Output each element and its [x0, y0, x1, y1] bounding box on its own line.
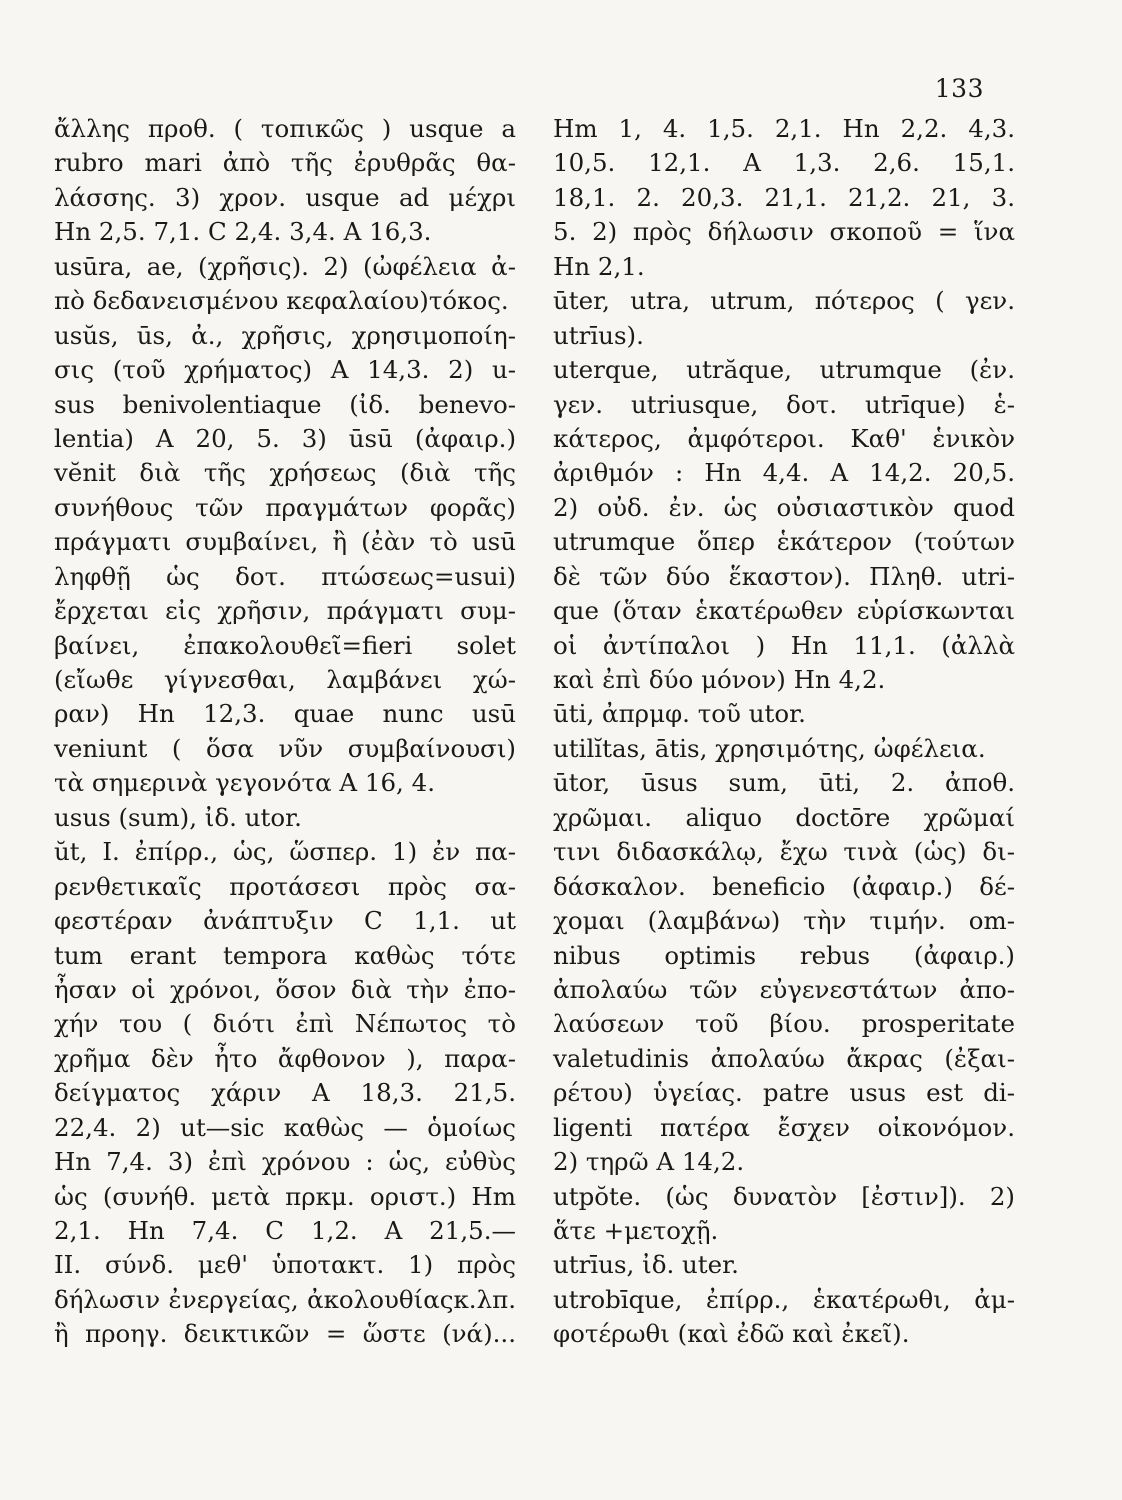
- text-line: λάσσης. 3) χρον. usque ad μέχρι: [54, 182, 516, 212]
- text-line: πὸ δεδανεισμένου κεφαλαίου)τόκος.: [54, 286, 509, 316]
- text-line: 2) τηρῶ A 14,2.: [553, 1147, 745, 1177]
- text-line: tum erant tempora καθὼς τότε: [54, 940, 516, 970]
- left-column: [54, 112, 516, 1352]
- text-line: ὡς (συνήθ. μετὰ πρκμ. οριστ.) Hm: [54, 1181, 516, 1211]
- text-line: δήλωσιν ἐνεργείας, ἀκολουθίαςκ.λπ.: [54, 1284, 516, 1314]
- text-line: utrīus).: [553, 320, 644, 350]
- text-line: ŭt, I. ἐπίρρ., ὡς, ὥσπερ. 1) ἐν πα-: [54, 837, 516, 867]
- text-line: 5. 2) πρὸς δήλωσιν σκοποῦ = ἵνα: [553, 217, 1015, 247]
- text-line: usus (sum), ἰδ. utor.: [54, 802, 302, 832]
- text-line: ἦσαν οἱ χρόνοι, ὅσον διὰ τὴν ἐπο-: [54, 974, 516, 1004]
- text-line: utrīus, ἰδ. uter.: [553, 1250, 739, 1280]
- text-line: καὶ ἐπὶ δύο μόνον) Hn 4,2.: [553, 665, 886, 694]
- text-line: ūti, ἀπρμφ. τοῦ utor.: [553, 699, 806, 729]
- text-line: κάτερος, ἀμφότεροι. Καθ' ἑνικὸν: [553, 423, 1015, 453]
- right-column: [553, 112, 1015, 1352]
- text-line: φοτέρωθι (καὶ ἐδῶ καὶ ἐκεῖ).: [553, 1319, 910, 1349]
- text-line: valetudinis ἀπολαύω ἄκρας (ἐξαι-: [553, 1043, 1015, 1073]
- text-line: χρῆμα δὲν ἦτο ἄφθονον ), παρα-: [54, 1043, 516, 1073]
- text-line: usŭs, ūs, ἀ., χρῆσις, χρησιμοποίη-: [54, 320, 516, 350]
- text-line: ūtor, ūsus sum, ūti, 2. ἀποθ.: [553, 768, 1015, 798]
- text-line: sus benivolentiaque (ἰδ. benevo-: [54, 389, 516, 419]
- text-line: 18,1. 2. 20,3. 21,1. 21,2. 21, 3.: [553, 182, 1015, 212]
- text-line: Hn 7,4. 3) ἐπὶ χρόνου : ὡς, εὐθὺς: [54, 1147, 516, 1177]
- text-line: 22,4. 2) ut—sic καθὼς — ὁμοίως: [54, 1112, 516, 1142]
- text-line: 10,5. 12,1. A 1,3. 2,6. 15,1.: [553, 148, 1015, 178]
- text-line: χομαι (λαμβάνω) τὴν τιμήν. om-: [553, 906, 1015, 936]
- text-line: δείγματος χάριν A 18,3. 21,5.: [54, 1078, 516, 1108]
- text-line: utilĭtas, ātis, χρησιμότης, ὠφέλεια.: [553, 733, 986, 763]
- text-line: τὰ σημερινὰ γεγονότα A 16, 4.: [54, 768, 436, 798]
- page-number: 133: [934, 74, 984, 103]
- text-line: ληφθῇ ὡς δοτ. πτώσεως=usui): [54, 561, 516, 591]
- text-line: ligenti πατέρα ἔσχεν οἰκονόμον.: [553, 1112, 1015, 1142]
- text-line: uterque, utrăque, utrumque (ἐν.: [553, 355, 1015, 385]
- text-line: συνήθους τῶν πραγμάτων φορᾶς): [54, 492, 516, 522]
- text-line: Hm 1, 4. 1,5. 2,1. Hn 2,2. 4,3.: [553, 114, 1015, 143]
- text-line: βαίνει, ἐπακολουθεῖ=fieri solet: [54, 630, 516, 660]
- text-line: οἱ ἀντίπαλοι ) Hn 11,1. (ἀλλὰ: [553, 630, 1015, 660]
- text-line: ρέτου) ὑγείας. patre usus est di-: [553, 1078, 1015, 1108]
- text-line: ρενθετικαῖς προτάσεσι πρὸς σα-: [54, 871, 516, 901]
- text-line: τινι διδασκάλῳ, ἔχω τινὰ (ὡς) δι-: [553, 837, 1015, 867]
- text-line: Hn 2,1.: [553, 251, 645, 281]
- text-line: ūter, utra, utrum, πότερος ( γεν.: [553, 286, 1015, 316]
- text-line: (εἴωθε γίγνεσθαι, λαμβάνει χώ-: [54, 665, 516, 694]
- text-line: δάσκαλον. beneficio (ἀφαιρ.) δέ-: [553, 871, 1015, 901]
- text-line: δὲ τῶν δύο ἕκαστον). Πληθ. utri-: [553, 561, 1015, 591]
- text-line: que (ὅταν ἑκατέρωθεν εὑρίσκωνται: [553, 596, 1015, 626]
- text-line: ἅτε +μετοχῇ.: [553, 1216, 719, 1245]
- text-line: χρῶμαι. aliquo doctōre χρῶμαί: [553, 802, 1015, 832]
- text-line: γεν. utriusque, δοτ. utrīque) ἑ-: [553, 389, 1015, 419]
- text-line: 2,1. Hn 7,4. C 1,2. A 21,5.—: [54, 1216, 516, 1245]
- text-line: rubro mari ἀπὸ τῆς ἐρυθρᾶς θα-: [54, 148, 516, 178]
- text-line: II. σύνδ. μεθ' ὑποτακτ. 1) πρὸς: [54, 1250, 516, 1280]
- text-line: ἔρχεται εἰς χρῆσιν, πράγματι συμ-: [54, 596, 516, 626]
- text-line: usūra, ae, (χρῆσις). 2) (ὠφέλεια ἀ-: [54, 251, 516, 281]
- text-line: λαύσεων τοῦ βίου. prosperitate: [553, 1009, 1015, 1039]
- text-line: Hn 2,5. 7,1. C 2,4. 3,4. A 16,3.: [54, 217, 432, 247]
- text-line: veniunt ( ὅσα νῦν συμβαίνουσι): [54, 733, 516, 763]
- text-line: σις (τοῦ χρήματος) A 14,3. 2) u-: [54, 355, 516, 385]
- text-line: ἢ προηγ. δεικτικῶν = ὥστε (νά)...: [54, 1319, 516, 1349]
- text-line: ραν) Hn 12,3. quae nunc usū: [54, 699, 516, 729]
- text-line: χήν του ( διότι ἐπὶ Νέπωτος τὸ: [54, 1009, 516, 1039]
- text-line: ἀπολαύω τῶν εὐγενεστάτων ἀπο-: [553, 974, 1015, 1004]
- text-line: utrobīque, ἐπίρρ., ἑκατέρωθι, ἀμ-: [553, 1284, 1015, 1314]
- text-line: vĕnit διὰ τῆς χρήσεως (διὰ τῆς: [54, 458, 516, 488]
- text-line: lentia) A 20, 5. 3) ūsū (ἀφαιρ.): [54, 423, 516, 453]
- text-line: ἄλλης προθ. ( τοπικῶς ) usque a: [54, 114, 516, 143]
- text-line: nibus optimis rebus (ἀφαιρ.): [553, 940, 1015, 970]
- text-line: utpŏte. (ὡς δυνατὸν [ἐστιν]). 2): [553, 1181, 1015, 1211]
- text-line: utrumque ὅπερ ἑκάτερον (τούτων: [553, 527, 1015, 557]
- text-line: ἀριθμόν : Hn 4,4. A 14,2. 20,5.: [553, 458, 1015, 488]
- text-line: πράγματι συμβαίνει, ἢ (ἐὰν τὸ usū: [54, 527, 516, 557]
- text-line: φεστέραν ἀνάπτυξιν C 1,1. ut: [54, 906, 516, 936]
- text-line: 2) οὐδ. ἐν. ὡς οὐσιαστικὸν quod: [553, 492, 1015, 522]
